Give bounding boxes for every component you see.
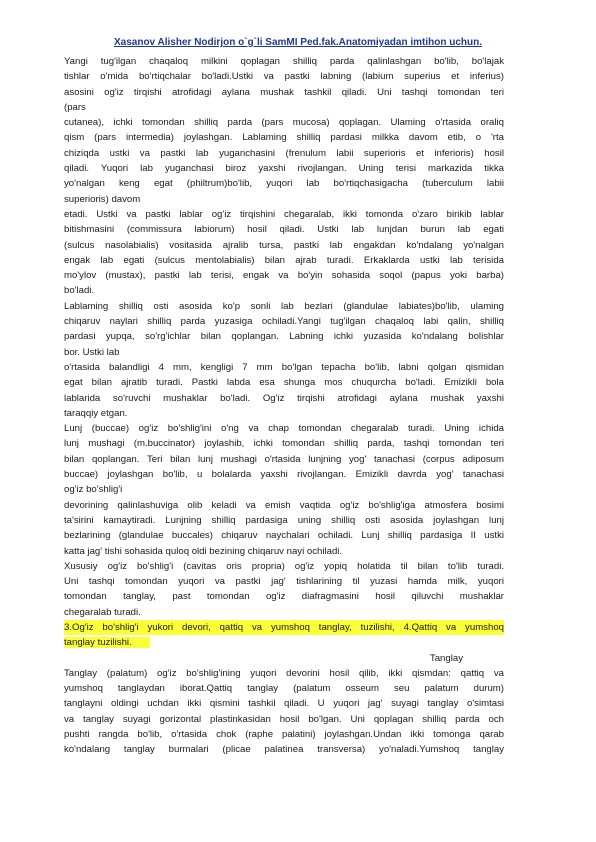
text-line: Lablaming shilliq osti asosida ko'p sonli lab bezlari (glandulae labiates)bo'lib, ulaming	[64, 300, 504, 312]
text-line: Xususiy og'iz bo'shlig'i (cavitas oris propria) og'iz yopiq holatida til bilan to'lib turadi.	[64, 560, 504, 572]
text-line: tomondan tanglay, past tomondan og'iz diafragmasini hosil qiluvchi mushaklar	[64, 591, 504, 603]
text-line: katta jag' tishi sohasida quloq oldi bezining chiqaruv nayi ochiladi.	[64, 545, 343, 557]
text-line: qiladi. Yuqori lab yuganchasi biroz yaxshi rivojlangan. Uning terisi markazida tikka	[64, 163, 504, 175]
text-line: pardasi yupqa, so'rg'ichlar bilan qoplangan. Labning ichki yuzasida ko'ndalang bolishlar	[64, 331, 504, 343]
text-line: taraqqiy etgan.	[64, 407, 128, 419]
text-line: bezlarining (glandulae buccales) chiqaruv naychalari ochiladi. Lunj shilliq pardasiga II ustki	[64, 530, 504, 542]
text-line: bor. Ustki lab	[64, 346, 120, 358]
text-line: tanglayni oldingi uchdan ikki qismini tashkil qiladi. U yuqori jag' suyagi tanglay o'simtasi	[64, 698, 504, 710]
text-line: Tanglay (palatum) og'iz bo'shlig'ining yuqori devorini hosil qilib, ikki qismdan: qattiq va	[64, 667, 504, 679]
text-line: chiziqda ustki va pastki lab yuganchasini (frenulum labii superioris et inferioris) hosil	[64, 147, 504, 159]
highlighted-topic-line	[64, 635, 504, 650]
text-line: lablarida so'ruvchi mushaklar bo'ladi. Og'iz tirqishi atrofidagi aylana mushak yaxshi	[64, 392, 504, 404]
text-line: Yangi tug'ilgan chaqaloq milkini qoplagan shilliq parda qalinlashgan bo'lib, bo'lajak	[64, 56, 504, 67]
page-header-title: Xasanov Alisher Nodirjon o`g`li SamMI Ped.fak.Anatomiyadan imtihon uchun.	[113, 37, 482, 48]
text-line: yo'nalgan keng egat (philtrum)bo'lib, yuqori lab bo'rtiqchasigacha (tuberculum labii	[64, 178, 504, 190]
text-line: og'iz bo'shlig'i	[64, 484, 123, 496]
text-line: Uni tashqi tomondan yuqori va pastki jag' tishlarining til yuzasi hamda milk, yuqori	[64, 576, 504, 588]
document-body	[64, 54, 504, 758]
text-line: bitishmasini (commissura labiorum) hosil qiladi. Ustki lab lunjdan burun lab egati	[64, 224, 504, 236]
section-heading: Tanglay	[429, 652, 463, 664]
text-line: (sulcus nasolabialis) vositasida ajralib tursa, pastki lab engakdan ko'ndalang yo'nalgan	[64, 239, 504, 251]
text-line: lunj mushagi (m.buccinator) joylashib, ichki tomondan shilliq parda, tashqi tomondan teri	[64, 438, 504, 450]
text-line: ta'sirini kamaytiradi. Lunjning shilliq pardasiga uning shilliq osti asosida joylashgan lunj	[64, 514, 504, 526]
text-line: va tanglay suyagi gorizontal plastinkasidan hosil bo'lgan. Uni qoplagan shilliq parda och	[64, 713, 504, 725]
text-line: engak lab egati (sulcus mentolabialis) bilan ajrab turadi. Erkaklarda ustki lab terisida	[64, 254, 504, 266]
text-line: qism (pars intermedia) joylashgan. Lablaming shilliq pardasi milkka davom etib, o 'rta	[64, 132, 504, 144]
text-line: pushti rangda bo'lib, o'rtasida chok (raphe palatini) joylashgan.Undan ikki tomonga qarab	[64, 729, 504, 741]
text-line: bo'ladi.	[64, 285, 95, 297]
text-line: buccae) joylashgan bo'lib, u bolalarda yaxshi rivojlangan. Emizikli davrda yog' tanachasi	[64, 469, 504, 481]
text-line: chegaralab turadi.	[64, 606, 141, 618]
text-line: bilan qoplangan. Teri bilan lunj mushagi o'rtasida lunjning yog' tanachasi (corpus adiposum	[64, 453, 504, 465]
text-line: Lunj (buccae) og'iz bo'shlig'ini o'ng va chap tomondan chegaralab turadi. Uning ichida	[64, 423, 504, 435]
highlighted-topic-text: tanglay tuzilishi.	[64, 637, 150, 648]
text-line: asosini og'iz tirqishi atrofidagi aylana mushak tashkil qiladi. Uni tashqi tomondan teri	[64, 86, 504, 98]
text-line: o'rtasida balandligi 4 mm, kengligi 7 mm bo'lgan tepacha bo'lib, labni qolgan qismidan	[64, 361, 504, 373]
text-line: mo'ylov (mustax), pastki lab terisi, engak va bo'yin sohasida soqol (papus yoki barba)	[64, 270, 504, 282]
text-line: (pars	[64, 101, 86, 113]
text-line: devorining qalinlashuviga olib keladi va emish vaqtida og'iz bo'shlig'iga atmosfera bosimi	[64, 499, 504, 511]
text-line: cutanea), ichki tomondan shilliq parda (pars mucosa) qoplagan. Ulaming o'rtasida oraliq	[64, 117, 504, 129]
text-line: etadi. Ustki va pastki lablar og'iz tirqishini chegaralab, ikki tomonda o'zaro birikib lablar	[64, 208, 504, 220]
text-line: chiqaruv naylari shilliq parda yuzasiga ochiladi.Yangi tug'ilgan chaqaloq labi qalin, shilliq	[64, 316, 504, 328]
text-line: egat bilan ajratib turadi. Pastki labda esa shunga mos chuqurcha bo'ladi. Emizikli bola	[64, 377, 504, 389]
text-line: ko'ndalang tanglay burmalari (plicae palatinea transversa) yo'naladi.Yumshoq tanglay	[64, 744, 504, 756]
text-line: tishlar o'mida bo'rtiqchalar bo'ladi.Ustki va pastki labning (labium superius et inferius)	[64, 71, 504, 83]
highlighted-topic-line: 3.Og'iz bo'shlig'i yukori devori, qattiq va yumshoq tanglay, tuzilishi, 4.Qattiq va yumshoq	[64, 620, 504, 635]
text-line: yumshoq tanglaydan iborat.Qattiq tanglay (palatum osseum seu palatum durum)	[64, 683, 504, 695]
text-line: superioris) davom	[64, 193, 141, 205]
